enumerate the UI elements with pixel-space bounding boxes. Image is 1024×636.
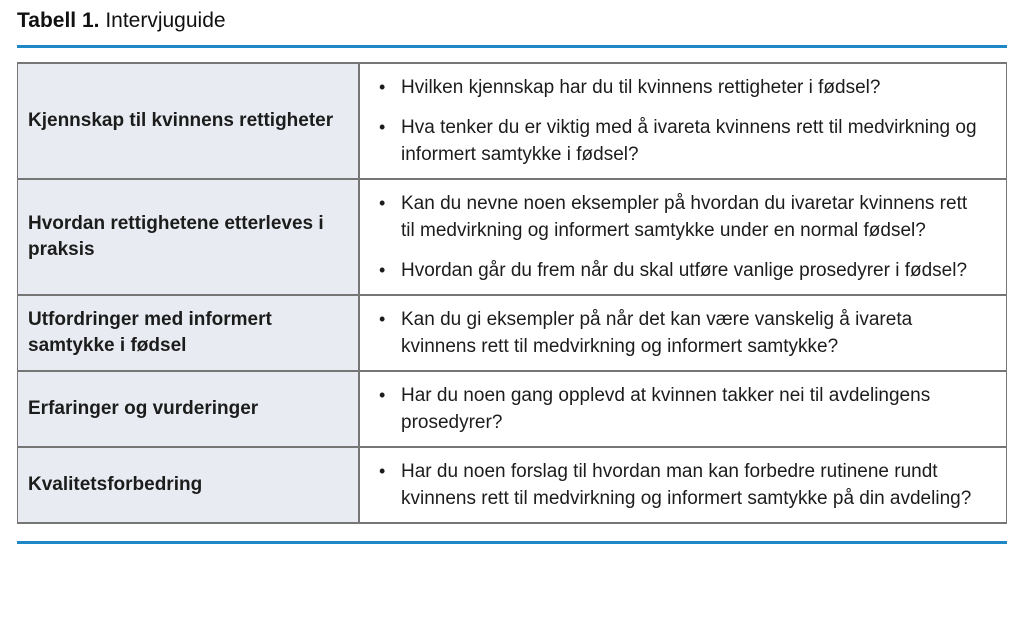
interview-guide-table — [17, 62, 1007, 524]
question-item — [360, 306, 1006, 360]
table-row — [18, 63, 1007, 179]
questions-cell — [359, 63, 1007, 179]
bullet-marker: • — [379, 117, 386, 137]
table-caption-number: Tabell 1. — [17, 9, 100, 32]
questions-cell — [359, 179, 1007, 295]
question-text: Hvordan går du frem når du skal utføre vanlige prosedyrer i fødsel? — [401, 260, 968, 281]
question-text: Kan du nevne noen eksempler på hvordan du ivaretar kvinnens rett til medvirkning og informert samtykke under en normal fødsel? — [401, 193, 968, 241]
topic-cell: Hvordan rettighetene etterleves i praksis — [18, 179, 360, 295]
article-table-figure — [17, 0, 1007, 544]
bullet-marker: • — [379, 461, 386, 481]
questions-cell — [359, 295, 1007, 371]
bottom-accent-rule — [17, 541, 1007, 544]
bullet-marker: • — [379, 260, 386, 280]
question-text: Hvilken kjennskap har du til kvinnens rettigheter i fødsel? — [401, 77, 881, 98]
question-text: Har du noen gang opplevd at kvinnen takker nei til avdelingens prosedyrer? — [401, 385, 931, 433]
topic-cell: Utfordringer med informert samtykke i fødsel — [18, 295, 360, 371]
question-item — [360, 74, 1006, 101]
interview-guide-table-body — [18, 63, 1007, 523]
bullet-marker: • — [379, 193, 386, 213]
question-item — [360, 458, 1006, 512]
table-caption — [17, 7, 1007, 35]
table-row — [18, 447, 1007, 523]
topic-cell: Kjennskap til kvinnens rettigheter — [18, 63, 360, 179]
question-item — [360, 114, 1006, 168]
topic-cell: Erfaringer og vurderinger — [18, 371, 360, 447]
question-text: Kan du gi eksempler på når det kan være vanskelig å ivareta kvinnens rett til medvirkning og informert samtykke? — [401, 309, 913, 357]
question-item — [360, 382, 1006, 436]
table-row — [18, 371, 1007, 447]
bullet-marker: • — [379, 77, 386, 97]
table-row — [18, 179, 1007, 295]
questions-cell — [359, 447, 1007, 523]
question-text: Hva tenker du er viktig med å ivareta kvinnens rett til medvirkning og informert samtykke i fødsel? — [401, 117, 977, 165]
question-item — [360, 257, 1006, 284]
bullet-marker: • — [379, 309, 386, 329]
table-row — [18, 295, 1007, 371]
question-item — [360, 190, 1006, 244]
question-text: Har du noen forslag til hvordan man kan forbedre rutinene rundt kvinnens rett til medvirkning og informert samtykke på din avdeling? — [401, 461, 972, 509]
top-accent-rule — [17, 45, 1007, 48]
bullet-marker: • — [379, 385, 386, 405]
topic-cell: Kvalitetsforbedring — [18, 447, 360, 523]
table-caption-title: Intervjuguide — [99, 9, 226, 32]
questions-cell — [359, 371, 1007, 447]
